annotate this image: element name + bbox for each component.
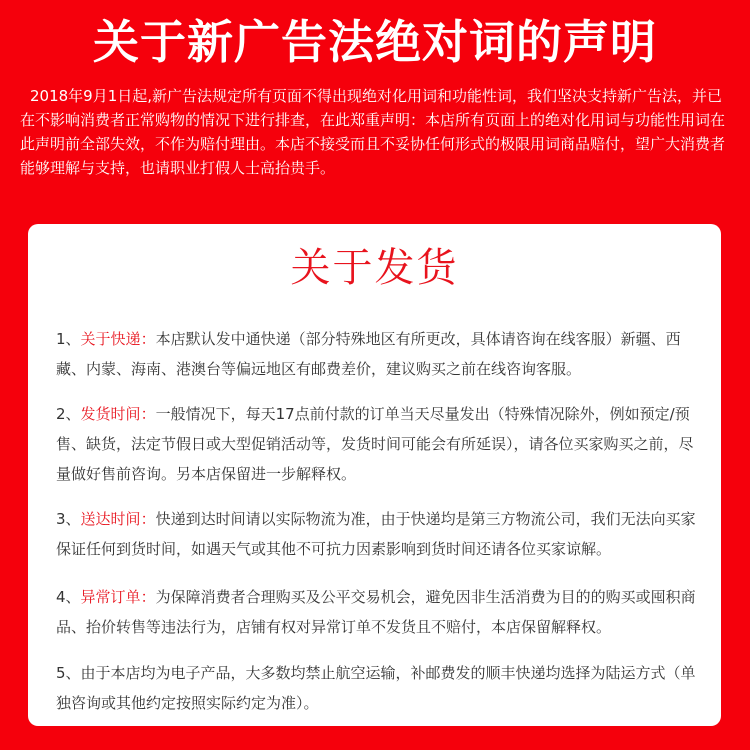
item-label: 发货时间 xyxy=(80,405,141,423)
item-separator: ： xyxy=(140,510,156,528)
shipping-item-dispatch-time xyxy=(56,399,696,489)
shipping-item-courier xyxy=(56,324,696,384)
item-number: 1、 xyxy=(56,330,81,348)
statement-notice: 2018年9月1日起,新广告法规定所有页面不得出现绝对化用词和功能性词，我们坚决支持新广告法，并已在不影响消费者正常购物的情况下进行排查，在此郑重声明：本店所有页面上的绝对化用词与功能性用词在此声明前全部失效，不作为赔付理由。本店不接受而且不妥协任何形式的极限用词商品赔付，望广大消费者能够理解与支持，也请职业打假人士高抬贵手。 xyxy=(20,87,726,177)
shipping-card xyxy=(28,224,721,726)
item-number: 2、 xyxy=(56,405,81,423)
item-text: 为保障消费者合理购买及公平交易机会，避免因非生活消费为目的的购买或囤积商品、抬价转售等违法行为，店铺有权对异常订单不发货且不赔付，本店保留解释权。 xyxy=(56,588,696,636)
item-separator: ： xyxy=(140,330,156,348)
item-number: 4、 xyxy=(56,588,81,606)
item-number: 5、 xyxy=(56,664,81,682)
shipping-item-delivery-time xyxy=(56,504,696,564)
item-text: 快递到达时间请以实际物流为准，由于快递均是第三方物流公司，我们无法向买家保证任何到货时间，如遇天气或其他不可抗力因素影响到货时间还请各位买家谅解。 xyxy=(56,510,696,558)
statement-title: 关于新广告法绝对词的声明 xyxy=(93,15,657,69)
item-label: 异常订单 xyxy=(80,588,141,606)
item-separator: ： xyxy=(140,405,156,423)
item-label: 关于快递 xyxy=(80,330,141,348)
item-text: 本店默认发中通快递（部分特殊地区有所更改，具体请咨询在线客服）新疆、西藏、内蒙、海南、港澳台等偏远地区有邮费差价，建议购买之前在线咨询客服。 xyxy=(56,330,681,378)
item-text: 由于本店均为电子产品，大多数均禁止航空运输，补邮费发的顺丰快递均选择为陆运方式（单独咨询或其他约定按照实际约定为准）。 xyxy=(56,664,696,712)
shipping-item-transport xyxy=(56,658,696,718)
shipping-item-abnormal-order xyxy=(56,582,696,642)
item-number: 3、 xyxy=(56,510,81,528)
item-separator: ： xyxy=(140,588,156,606)
item-text: 一般情况下，每天17点前付款的订单当天尽量发出（特殊情况除外，例如预定/预售、缺货，法定节假日或大型促销活动等，发货时间可能会有所延误），请各位买家购买之前，尽量做好售前咨询。另本店保留进一步解释权。 xyxy=(56,405,694,483)
item-label: 送达时间 xyxy=(80,510,141,528)
shipping-title: 关于发货 xyxy=(290,245,459,291)
